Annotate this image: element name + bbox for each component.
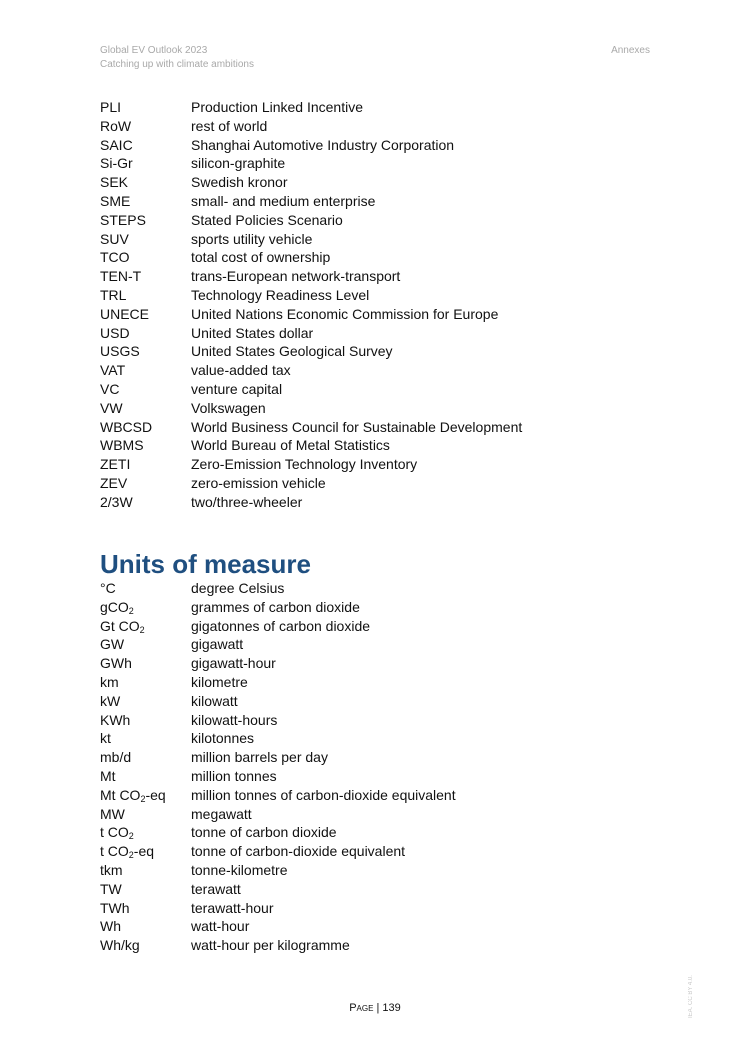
term-abbreviation: USGS (100, 343, 140, 360)
term-definition: million tonnes (191, 767, 277, 784)
term-abbreviation-base: Gt CO (100, 617, 140, 634)
abbreviation-row (100, 380, 660, 399)
running-header (100, 44, 254, 72)
abbreviation-row (100, 455, 660, 474)
report-subtitle: Catching up with climate ambitions (100, 59, 254, 70)
abbreviation-row (100, 324, 660, 343)
term-definition: gigawatt-hour (191, 655, 276, 672)
term-abbreviation: TW (100, 880, 122, 897)
term-abbreviation: GWh (100, 655, 132, 672)
unit-row (100, 805, 660, 824)
term-definition: small- and medium enterprise (191, 192, 376, 209)
abbreviation-row (100, 248, 660, 267)
term-abbreviation-suffix: -eq (133, 843, 155, 860)
term-abbreviation: ZETI (100, 456, 131, 473)
subscript: 2 (140, 793, 146, 804)
term-definition: kilowatt-hours (191, 711, 278, 728)
unit-row (100, 917, 660, 936)
term-abbreviation: VAT (100, 362, 126, 379)
subscript: 2 (128, 831, 134, 842)
term-abbreviation (100, 617, 191, 636)
term-definition: kilotonnes (191, 730, 255, 747)
abbreviation-row (100, 173, 660, 192)
abbreviation-row (100, 154, 660, 173)
term-abbreviation: KWh (100, 711, 131, 728)
term-definition: zero-emission vehicle (191, 474, 326, 491)
term-definition: Stated Policies Scenario (191, 211, 343, 228)
term-abbreviation: TRL (100, 286, 127, 303)
term-abbreviation-suffix: -eq (145, 786, 166, 803)
term-abbreviation: USD (100, 324, 130, 341)
term-abbreviation: °C (100, 580, 116, 596)
section-label: Annexes (611, 45, 650, 56)
term-abbreviation (100, 786, 191, 805)
term-abbreviation (100, 823, 191, 842)
term-abbreviation: Si-Gr (100, 155, 133, 172)
term-abbreviation (100, 842, 191, 861)
term-abbreviation: UNECE (100, 305, 150, 322)
term-definition: gigatonnes of carbon dioxide (191, 617, 371, 634)
term-definition: Zero-Emission Technology Inventory (191, 456, 418, 473)
term-definition: gigawatt (191, 636, 244, 653)
term-definition: Production Linked Incentive (191, 99, 363, 115)
term-definition: venture capital (191, 380, 283, 397)
term-definition: two/three-wheeler (191, 493, 303, 510)
unit-row (100, 729, 660, 748)
term-abbreviation: tkm (100, 861, 123, 878)
term-definition: value-added tax (191, 362, 291, 379)
term-abbreviation: VC (100, 380, 120, 397)
abbreviation-row (100, 117, 660, 136)
unit-row (100, 767, 660, 786)
abbreviation-row (100, 399, 660, 418)
term-abbreviation: kW (100, 692, 121, 709)
term-abbreviation: ZEV (100, 474, 128, 491)
term-abbreviation: mb/d (100, 749, 132, 766)
term-abbreviation: PLI (100, 99, 122, 115)
abbreviation-row (100, 267, 660, 286)
term-abbreviation: Wh (100, 918, 121, 935)
abbreviation-row (100, 286, 660, 305)
abbreviation-row (100, 98, 660, 117)
report-title: Global EV Outlook 2023 (100, 45, 208, 56)
term-abbreviation: 2/3W (100, 493, 133, 510)
term-abbreviation: kt (100, 730, 111, 747)
term-abbreviation-base: t CO (100, 824, 129, 841)
term-abbreviation: WBMS (100, 437, 144, 454)
unit-row (100, 617, 660, 636)
abbreviation-row (100, 192, 660, 211)
term-definition: World Bureau of Metal Statistics (191, 437, 390, 454)
term-definition: terawatt-hour (191, 899, 274, 916)
abbreviations-list (100, 98, 660, 512)
term-definition: Shanghai Automotive Industry Corporation (191, 136, 455, 153)
term-definition: tonne of carbon-dioxide equivalent (191, 843, 406, 860)
term-definition: kilowatt (191, 692, 238, 709)
term-definition: United States Geological Survey (191, 343, 393, 360)
term-abbreviation-base: t CO (100, 843, 129, 860)
unit-row (100, 692, 660, 711)
unit-row (100, 654, 660, 673)
term-definition: silicon-graphite (191, 155, 286, 172)
abbreviation-row (100, 305, 660, 324)
term-definition: grammes of carbon dioxide (191, 598, 360, 615)
unit-row (100, 786, 660, 805)
term-abbreviation: km (100, 673, 119, 690)
term-definition: sports utility vehicle (191, 230, 313, 247)
term-definition: terawatt (191, 880, 241, 897)
abbreviation-row (100, 230, 660, 249)
term-abbreviation: GW (100, 636, 125, 653)
term-abbreviation: RoW (100, 117, 132, 134)
unit-row (100, 748, 660, 767)
term-definition: total cost of ownership (191, 249, 331, 266)
term-definition: million barrels per day (191, 749, 328, 766)
abbreviation-row (100, 493, 660, 512)
unit-row (100, 579, 660, 598)
term-definition: trans-European network-transport (191, 268, 401, 285)
abbreviation-row (100, 342, 660, 361)
term-definition: Volkswagen (191, 399, 266, 416)
term-definition: tonne-kilometre (191, 861, 288, 878)
term-abbreviation: STEPS (100, 211, 146, 228)
term-definition: Swedish kronor (191, 174, 288, 191)
unit-row (100, 880, 660, 899)
page-number: 139 (382, 1002, 401, 1014)
term-abbreviation-base: gCO (100, 598, 129, 615)
abbreviation-row (100, 211, 660, 230)
term-abbreviation (100, 598, 191, 617)
subscript: 2 (128, 605, 134, 616)
term-abbreviation: TWh (100, 899, 130, 916)
page-separator: | (373, 1002, 383, 1014)
abbreviation-row (100, 136, 660, 155)
term-abbreviation: TEN-T (100, 268, 142, 285)
term-abbreviation: TCO (100, 249, 130, 266)
term-abbreviation: MW (100, 805, 125, 822)
term-definition: watt-hour per kilogramme (191, 937, 350, 954)
units-heading: Units of measure (100, 549, 311, 579)
term-abbreviation: VW (100, 399, 123, 416)
unit-row (100, 823, 660, 842)
term-abbreviation: SME (100, 192, 131, 209)
subscript: 2 (139, 624, 145, 635)
term-definition: kilometre (191, 673, 248, 690)
term-abbreviation: WBCSD (100, 418, 153, 435)
abbreviation-row (100, 474, 660, 493)
term-definition: United Nations Economic Commission for Europe (191, 305, 499, 322)
term-definition: million tonnes of carbon-dioxide equivalent (191, 786, 456, 803)
unit-row (100, 711, 660, 730)
subscript: 2 (128, 850, 134, 861)
unit-row (100, 635, 660, 654)
abbreviation-row (100, 436, 660, 455)
term-abbreviation: SEK (100, 174, 129, 191)
term-abbreviation: Wh/kg (100, 937, 140, 954)
term-abbreviation: Mt (100, 767, 116, 784)
abbreviation-row (100, 418, 660, 437)
term-definition: World Business Council for Sustainable Development (191, 418, 523, 435)
abbreviation-row (100, 361, 660, 380)
unit-row (100, 598, 660, 617)
term-definition: degree Celsius (191, 580, 285, 596)
unit-row (100, 842, 660, 861)
unit-row (100, 936, 660, 955)
term-abbreviation-base: Mt CO (100, 786, 141, 803)
term-definition: watt-hour (191, 918, 250, 935)
term-abbreviation: SAIC (100, 136, 133, 153)
page-word: Page (349, 1002, 374, 1014)
term-definition: tonne of carbon dioxide (191, 824, 337, 841)
units-list (100, 579, 660, 955)
unit-row (100, 899, 660, 918)
term-abbreviation: SUV (100, 230, 129, 247)
term-definition: United States dollar (191, 324, 314, 341)
license-note: IEA. CC BY 4.0. (688, 975, 694, 1018)
term-definition: rest of world (191, 117, 268, 134)
term-definition: Technology Readiness Level (191, 286, 370, 303)
term-definition: megawatt (191, 805, 252, 822)
unit-row (100, 861, 660, 880)
unit-row (100, 673, 660, 692)
page-footer (0, 1002, 750, 1014)
